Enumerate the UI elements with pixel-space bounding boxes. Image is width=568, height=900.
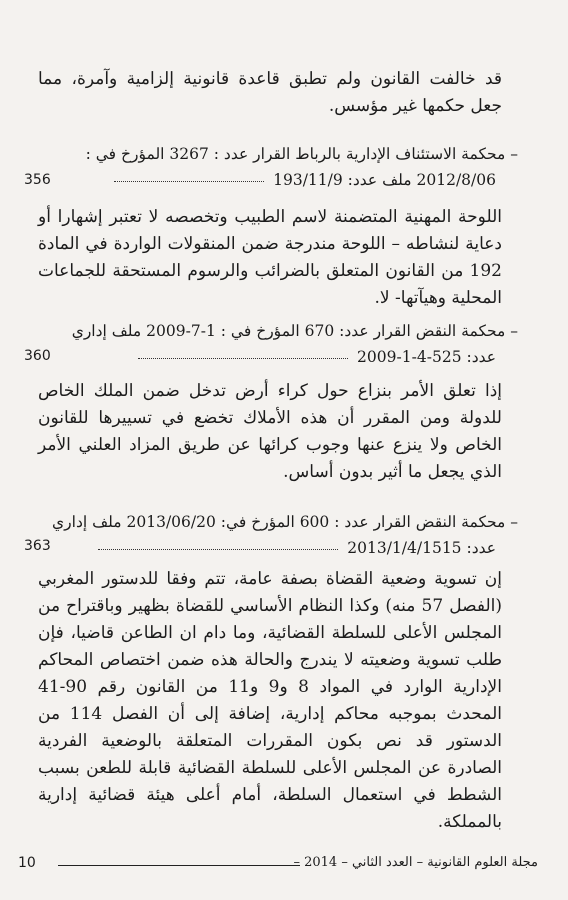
- paragraph-4: إن تسوية وضعية القضاة بصفة عامة، تتم وفقا للدستور المغربي (الفصل 57 منه) وكذا النظام الأساسي للقضاة بظهير وباقتراح من المجلس الأعلى للسلطة القضائية، وما دام ان الطاعن قاضيا، فإن طلب تسوية وضعيته لا يندرج والحالة هذه ضمن اختصاص المحاكم الإدارية الوارد في المواد 8 و9 و11 من القانون رقم 90-41 المحدث بموجبه محاكم إدارية، إضافة إلى أن الفصل 114 من الدستور قد نص بكون المقررات المتعلقة بالوضعية الفردية الصادرة عن المجلس الأعلى للسلطة القضائية قابلة للطعن بسبب الشطط في استعمال السلطة، أمام أعلى هيئة قضائية إدارية بالمملكة.: [38, 569, 502, 832]
- page-footer: [18, 855, 538, 877]
- reference-2-page: 360: [24, 348, 51, 364]
- reference-3-page: 363: [24, 538, 51, 554]
- page-number: 10: [18, 855, 36, 871]
- reference-1-line-2: [38, 167, 518, 193]
- reference-2-line-2: [38, 344, 518, 370]
- reference-1: [38, 141, 518, 193]
- reference-1-case-number: 2012/8/06 ملف عدد: 193/11/9: [273, 171, 496, 189]
- leader-dots: [138, 358, 348, 359]
- footer-rule: [58, 865, 300, 866]
- reference-3-line-1: – محكمة النقض القرار عدد : 600 المؤرخ في: 2013/06/20 ملف إداري: [52, 513, 518, 531]
- reference-2-line-1: – محكمة النقض القرار عدد: 670 المؤرخ في : 1-7-2009 ملف إداري: [71, 322, 518, 340]
- paragraph-2: اللوحة المهنية المتضمنة لاسم الطبيب وتخصصه لا تعتبر إشهارا أو دعاية لنشاطه – اللوحة مندرجة ضمن المنقولات الواردة في المادة 192 من القانون المتعلق بالضرائب والرسوم المستحقة للجماعات المحلية وهيآتها- لا.: [38, 207, 502, 308]
- journal-title: مجلة العلوم القانونية – العدد الثاني – 2014 –: [293, 855, 538, 870]
- leader-dots: [114, 181, 264, 182]
- reference-2: [38, 318, 518, 370]
- reference-1-page: 356: [24, 172, 51, 188]
- reference-3: [38, 509, 518, 561]
- leader-dots: [98, 549, 338, 550]
- reference-2-case-number: عدد: 525-4-1-2009: [357, 348, 496, 366]
- paragraph-3: إذا تعلق الأمر بنزاع حول كراء أرض تدخل ضمن الملك الخاص للدولة ومن المقرر أن هذه الأملاك تخضع في تسييرها للقانون الخاص ولا ينزع عنها وجوب كرائها عن طريق المزاد العلني الأمر الذي يجعل ما أثير بدون أساس.: [38, 381, 502, 482]
- reference-1-line-1: – محكمة الاستئناف الإدارية بالرباط القرار عدد : 3267 المؤرخ في :: [85, 145, 518, 163]
- reference-3-line-2: [38, 535, 518, 561]
- reference-3-case-number: عدد: 2013/1/4/1515: [347, 539, 496, 557]
- paragraph-1: قد خالفت القانون ولم تطبق قاعدة قانونية إلزامية وآمرة، مما جعل حكمها غير مؤسس.: [38, 69, 502, 116]
